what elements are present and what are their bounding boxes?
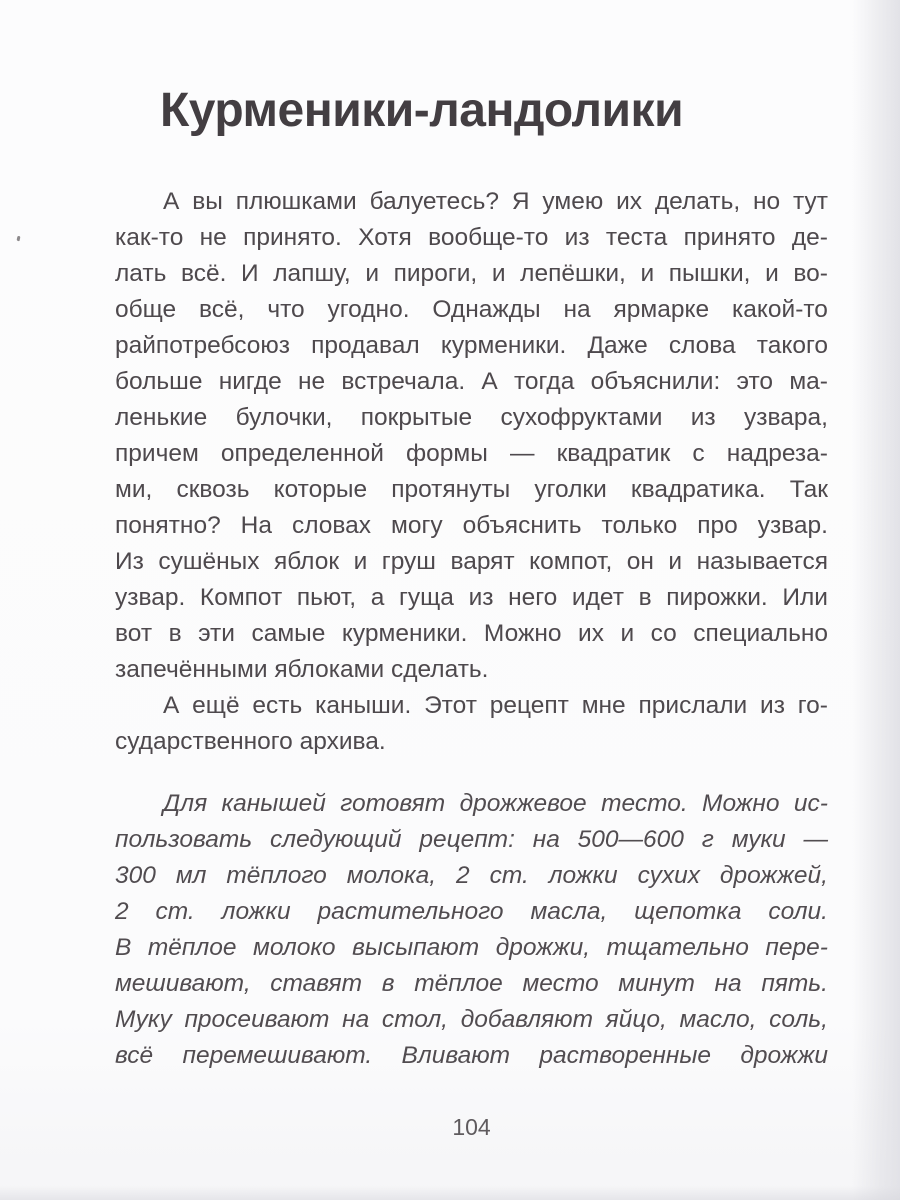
word: в [168, 620, 182, 647]
word: мл [175, 862, 207, 889]
word: пользовать [115, 826, 253, 853]
word: соли. [768, 898, 828, 925]
word: ещё [192, 692, 240, 719]
word: минут [618, 970, 695, 997]
word: тщательно [606, 934, 749, 961]
word: А [163, 692, 180, 719]
word: Хотя [358, 224, 412, 251]
word: вы [192, 188, 223, 215]
word: но [753, 188, 781, 215]
word: 300 [115, 862, 156, 889]
text-line [115, 858, 828, 894]
text-line [115, 292, 828, 328]
word: Я [511, 188, 530, 215]
word: узвар. [115, 584, 186, 611]
word: тёплое [147, 934, 237, 961]
word: Этот [424, 692, 477, 719]
word: тесто. [601, 790, 688, 817]
word: такого [756, 332, 828, 359]
word: специально [693, 620, 828, 647]
word: дрожжи, [495, 934, 591, 961]
word: принято [683, 224, 776, 251]
word: масла, [530, 898, 608, 925]
word: растительного [317, 898, 504, 925]
word: перемешивают. [182, 1042, 373, 1069]
word: яйцо, [605, 1006, 667, 1033]
word: райпотребсоюз [115, 332, 291, 359]
word: сухих [637, 862, 700, 889]
word: пироги, [393, 260, 478, 287]
page-edge-shadow-right [852, 0, 900, 1200]
word: пирожки. [666, 584, 768, 611]
word: Или [782, 584, 828, 611]
word: их [578, 620, 604, 647]
word: всё. [180, 260, 227, 287]
text-block [115, 184, 828, 1074]
word: что [267, 296, 305, 323]
paragraph-recipe [115, 786, 828, 1074]
word: определенной [220, 440, 384, 467]
word: вот [115, 620, 153, 647]
word: тёплого [226, 862, 327, 889]
word: вообще-то [428, 224, 549, 251]
word: не [297, 368, 326, 395]
word: квадратика. [630, 476, 766, 503]
word: на [714, 970, 742, 997]
word: в [638, 584, 652, 611]
word: не [199, 224, 227, 251]
word: г [701, 826, 714, 853]
word: надреза- [726, 440, 828, 467]
text-line [115, 436, 828, 472]
word: и [365, 260, 379, 287]
word: готовят [340, 790, 446, 817]
page-title: Курменики-ландолики [160, 84, 684, 137]
text-line [115, 894, 828, 930]
word: причем [115, 440, 199, 467]
word: обще [115, 296, 177, 323]
word: Так [789, 476, 828, 503]
word: прислали [638, 692, 748, 719]
word: Даже [587, 332, 648, 359]
text-line [115, 1002, 828, 1038]
word: квадратик [556, 440, 671, 467]
word: груш [381, 548, 436, 575]
text-line [115, 364, 828, 400]
word: есть [252, 692, 303, 719]
word: ложки [548, 862, 618, 889]
text-line: запечёнными яблоками сделать. [115, 656, 489, 683]
word: молока, [346, 862, 437, 889]
word: Муку [115, 1006, 172, 1033]
word: формы [406, 440, 488, 467]
text-line [115, 184, 828, 220]
word: на [532, 826, 560, 853]
word: лепёшки, [520, 260, 626, 287]
word: дрожжевое [459, 790, 587, 817]
word: рецепт [489, 692, 569, 719]
word: тут [793, 188, 828, 215]
word: каныши. [315, 692, 412, 719]
word: и [491, 260, 506, 287]
word: пере- [765, 934, 828, 961]
word: всё, [199, 296, 245, 323]
word: умею [542, 188, 604, 215]
word: мне [581, 692, 626, 719]
word: 2 [456, 862, 470, 889]
word: яблок [273, 548, 340, 575]
word: на [342, 1006, 370, 1033]
text-line [115, 508, 828, 544]
word: Для [163, 790, 208, 817]
word: объяснить [462, 512, 582, 539]
text-line [115, 822, 828, 858]
word: рецепт: [419, 826, 515, 853]
word: Однажды [432, 296, 541, 323]
word: сухофруктами [500, 404, 663, 431]
word: Можно [702, 790, 780, 817]
text-line [115, 400, 828, 436]
word: ложки [221, 898, 291, 925]
word: ст. [489, 862, 529, 889]
word: 2 [115, 898, 129, 925]
word: объяснили: [590, 368, 721, 395]
word: только [601, 512, 678, 539]
word: из [468, 584, 494, 611]
word: На [240, 512, 272, 539]
word: высыпают [352, 934, 480, 961]
word: и [353, 548, 368, 575]
text-line [115, 616, 828, 652]
word: могу [391, 512, 443, 539]
text-line [115, 544, 828, 580]
word: делать, [654, 188, 741, 215]
page-number: 104 [452, 1114, 491, 1140]
paragraph-archive [115, 688, 828, 760]
word: про [697, 512, 738, 539]
text-line [115, 786, 828, 822]
word: ленькие [115, 404, 208, 431]
word: — [509, 440, 535, 467]
word: Можно [483, 620, 562, 647]
word: А [481, 368, 498, 395]
word: гуща [398, 584, 454, 611]
word: из [564, 224, 590, 251]
word: го- [797, 692, 828, 719]
word: угодно. [327, 296, 410, 323]
page-edge-shadow-bottom [0, 1186, 900, 1200]
word: тёплое [414, 970, 503, 997]
word: сушёных [158, 548, 260, 575]
text-line [115, 256, 828, 292]
paragraph-intro [115, 184, 828, 688]
word: балуетесь? [369, 188, 499, 215]
word: словах [291, 512, 372, 539]
word: Вливают [401, 1042, 511, 1069]
word: де- [791, 224, 828, 251]
word: узвара, [744, 404, 828, 431]
word: и [668, 548, 683, 575]
word: В [115, 934, 132, 961]
word: масло, [679, 1006, 757, 1033]
text-line [115, 688, 828, 724]
word: в [381, 970, 395, 997]
word: больше [115, 368, 203, 395]
word: курменики. [341, 620, 468, 647]
word: и [620, 620, 635, 647]
text-line [115, 328, 828, 364]
text-line: сударственного архива. [115, 728, 386, 755]
word: эти [198, 620, 235, 647]
text-line [115, 930, 828, 966]
word: стол, [381, 1006, 448, 1033]
word: самые [251, 620, 326, 647]
text-line [115, 1038, 828, 1074]
word: это [736, 368, 774, 395]
word: тогда [513, 368, 575, 395]
word: Компот [199, 584, 283, 611]
word: булочки, [235, 404, 333, 431]
word: продавал [311, 332, 420, 359]
word: он [626, 548, 654, 575]
word: идет [571, 584, 624, 611]
text-line [115, 580, 828, 616]
word: пять. [761, 970, 828, 997]
text-line [115, 472, 828, 508]
word: их [616, 188, 642, 215]
word: дрожжи [740, 1042, 828, 1069]
word: ярмарке [613, 296, 710, 323]
word: какой-то [732, 296, 828, 323]
word: варят [450, 548, 515, 575]
word: называется [696, 548, 828, 575]
word: сквозь [176, 476, 250, 503]
word: канышей [221, 790, 326, 817]
word: из [760, 692, 785, 719]
word: и [640, 260, 655, 287]
word: соль, [769, 1006, 828, 1033]
word: со [650, 620, 677, 647]
word: следующий [270, 826, 402, 853]
text-line [115, 220, 828, 256]
word: лапшу, [273, 260, 351, 287]
word: курменики. [440, 332, 567, 359]
word: ма- [789, 368, 828, 395]
word: пышки, [668, 260, 751, 287]
word: мешивают, [115, 970, 251, 997]
word: а [370, 584, 385, 611]
word: понятно? [115, 512, 221, 539]
word: муки [731, 826, 786, 853]
word: просеивают [184, 1006, 330, 1033]
word: щепотка [634, 898, 742, 925]
word: место [522, 970, 599, 997]
word: дрожжей, [719, 862, 828, 889]
word: И [241, 260, 259, 287]
scan-speck-artifact [17, 236, 21, 242]
word: покрытые [360, 404, 473, 431]
word: встречала. [341, 368, 466, 395]
word: которые [273, 476, 368, 503]
word: Из [115, 548, 144, 575]
word: — [803, 826, 828, 853]
word: узвар. [757, 512, 828, 539]
word: на [563, 296, 591, 323]
word: ставят [270, 970, 363, 997]
word: добавляют [460, 1006, 593, 1033]
word: уголки [534, 476, 607, 503]
word: всё [115, 1042, 154, 1069]
word: ми, [115, 476, 153, 503]
word: молоко [253, 934, 336, 961]
word: с [692, 440, 705, 467]
word: протянуты [391, 476, 511, 503]
word: пьют, [296, 584, 357, 611]
word: А [163, 188, 180, 215]
word: него [508, 584, 558, 611]
text-line [115, 966, 828, 1002]
word: принято. [243, 224, 342, 251]
word: ис- [793, 790, 828, 817]
word: и [765, 260, 779, 287]
word: во- [793, 260, 828, 287]
word: компот, [529, 548, 613, 575]
word: из [690, 404, 716, 431]
word: теста [605, 224, 668, 251]
word: лать [115, 260, 167, 287]
word: плюшками [235, 188, 357, 215]
word: нигде [218, 368, 282, 395]
word: 500—600 [577, 826, 684, 853]
word: ст. [155, 898, 195, 925]
word: слова [668, 332, 736, 359]
word: растворенные [539, 1042, 712, 1069]
word: как-то [115, 224, 184, 251]
